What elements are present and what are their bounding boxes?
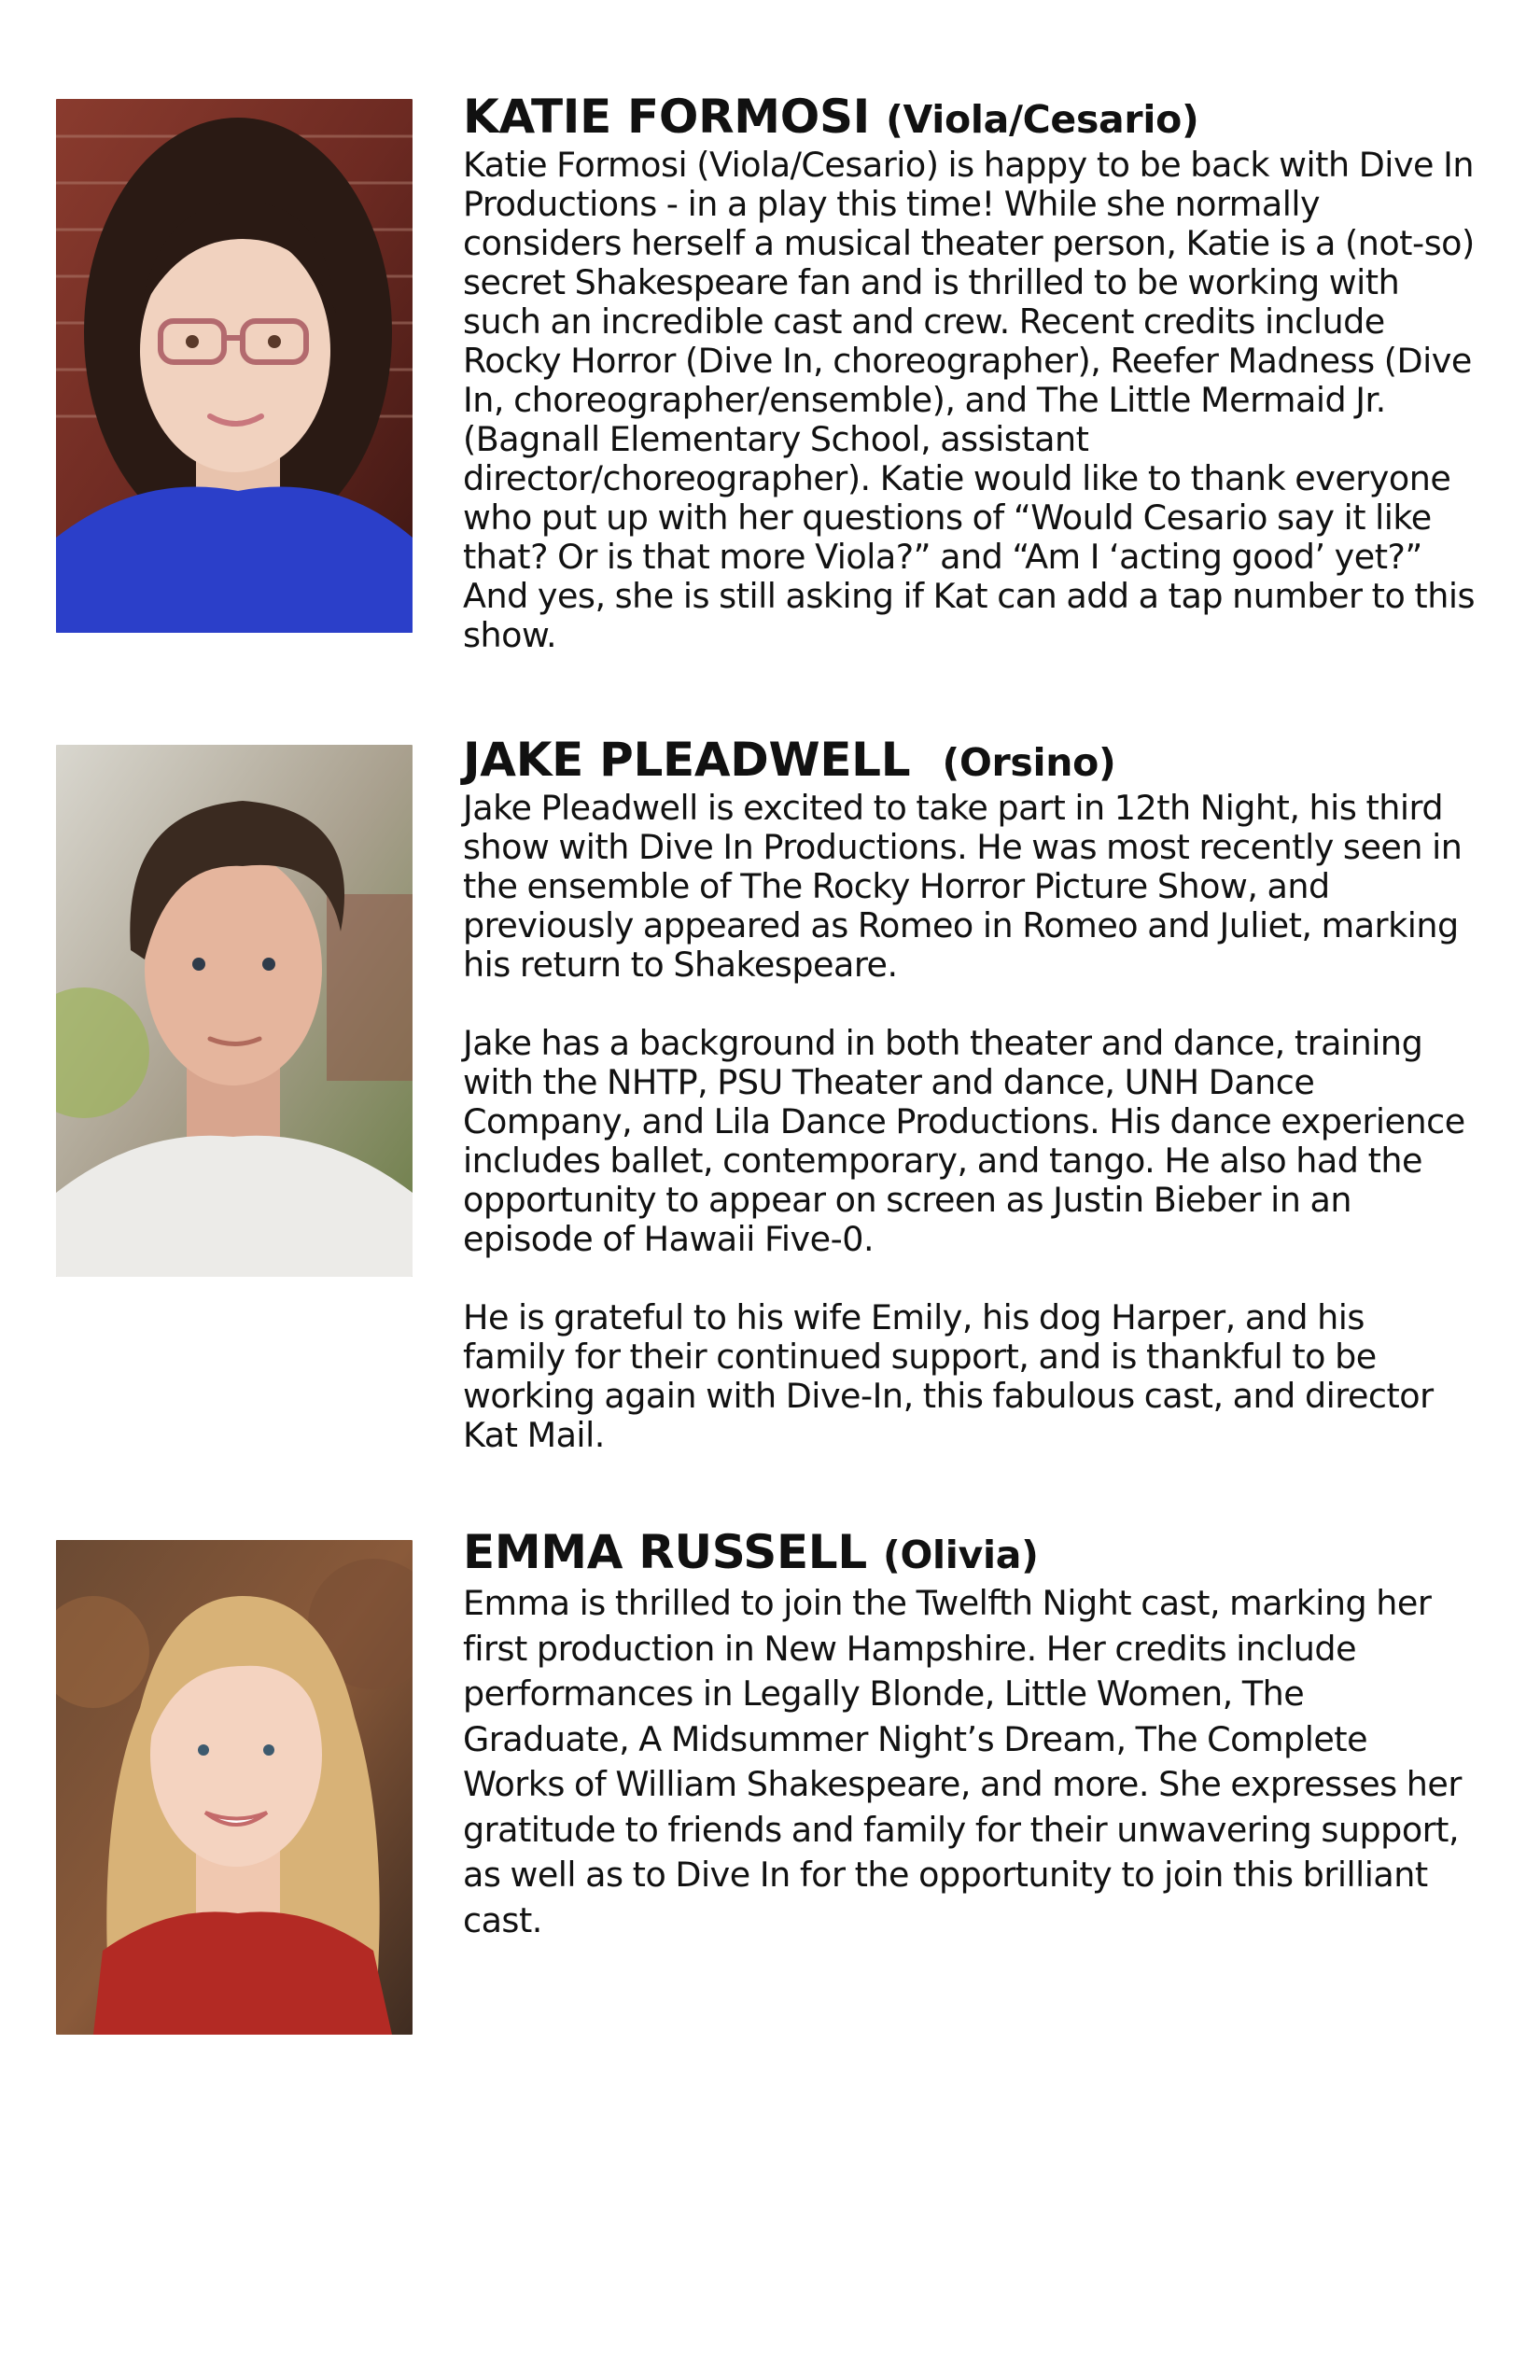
performer-role: (Viola/Cesario) — [886, 97, 1199, 142]
headshot-katie-image — [56, 99, 413, 633]
performer-role: (Orsino) — [942, 740, 1116, 785]
bio-paragraph: Katie Formosi (Viola/Cesario) is happy to be back with Dive In Productions - in a play this time! While she normally considers herself a musical theater person, Katie is a (not-so) secret Shakespeare fan and is thrilled to be working with such an incredible cast and crew. Recent credits include Rocky Horror (Dive In, choreographer), Reefer Madness (Dive In, choreographer/ensemble), and The Little Mermaid Jr. (Bagnall Elementary School, assistant director/choreographer). Katie would like to thank everyone who put up with her questions of “Would Cesario say it like that? Or is that more Viola?” and “Am I ‘acting good’ yet?” And yes, she is still asking if Kat can add a tap number to this show. — [463, 145, 1476, 655]
headshot-emma-russell — [56, 1540, 413, 2035]
performer-role: (Olivia) — [883, 1533, 1039, 1577]
bio-paragraph: Emma is thrilled to join the Twelfth Night cast, marking her first production in New Hampshire. Her credits include performances in Legally Blonde, Little Women, The Graduate, A Midsummer Night’s Dream, The Complete Works of William Shakespeare, and more. She expresses her gratitude to friends and family for their unwavering support, as well as to Dive In for the opportunity to join this brilliant cast. — [463, 1583, 1462, 1940]
performer-heading — [463, 734, 1476, 789]
performer-name: EMMA RUSSELL — [463, 1525, 867, 1579]
bio-paragraph: Jake has a background in both theater and dance, training with the NHTP, PSU Theater and dance, UNH Dance Company, and Lila Dance Productions. His dance experience includes ballet, contemporary, and tango. He also had the opportunity to appear on screen as Justin Bieber in an episode of Hawaii Five-0. — [463, 1023, 1465, 1259]
bio-paragraph: Jake Pleadwell is excited to take part in 12th Night, his third show with Dive In Productions. He was most recently seen in the ensemble of The Rocky Horror Picture Show, and previously appeared as Romeo in Romeo and Juliet, marking his return to Shakespeare. — [463, 788, 1463, 985]
performer-heading — [463, 1526, 1476, 1581]
headshot-emma-image — [56, 1540, 413, 2035]
headshot-katie-formosi — [56, 99, 413, 633]
performer-name: KATIE FORMOSI — [463, 90, 870, 144]
headshot-jake-image — [56, 745, 413, 1277]
bio-paragraph: He is grateful to his wife Emily, his dog Harper, and his family for their continued support, and is thankful to be working again with Dive-In, this fabulous cast, and director Kat Mail. — [463, 1297, 1434, 1455]
performer-name: JAKE PLEADWELL — [463, 733, 911, 787]
bio-text — [463, 734, 1476, 1455]
performer-heading — [463, 91, 1476, 146]
bio-text — [463, 91, 1476, 655]
headshot-jake-pleadwell — [56, 745, 413, 1277]
bio-text — [463, 1526, 1476, 1943]
